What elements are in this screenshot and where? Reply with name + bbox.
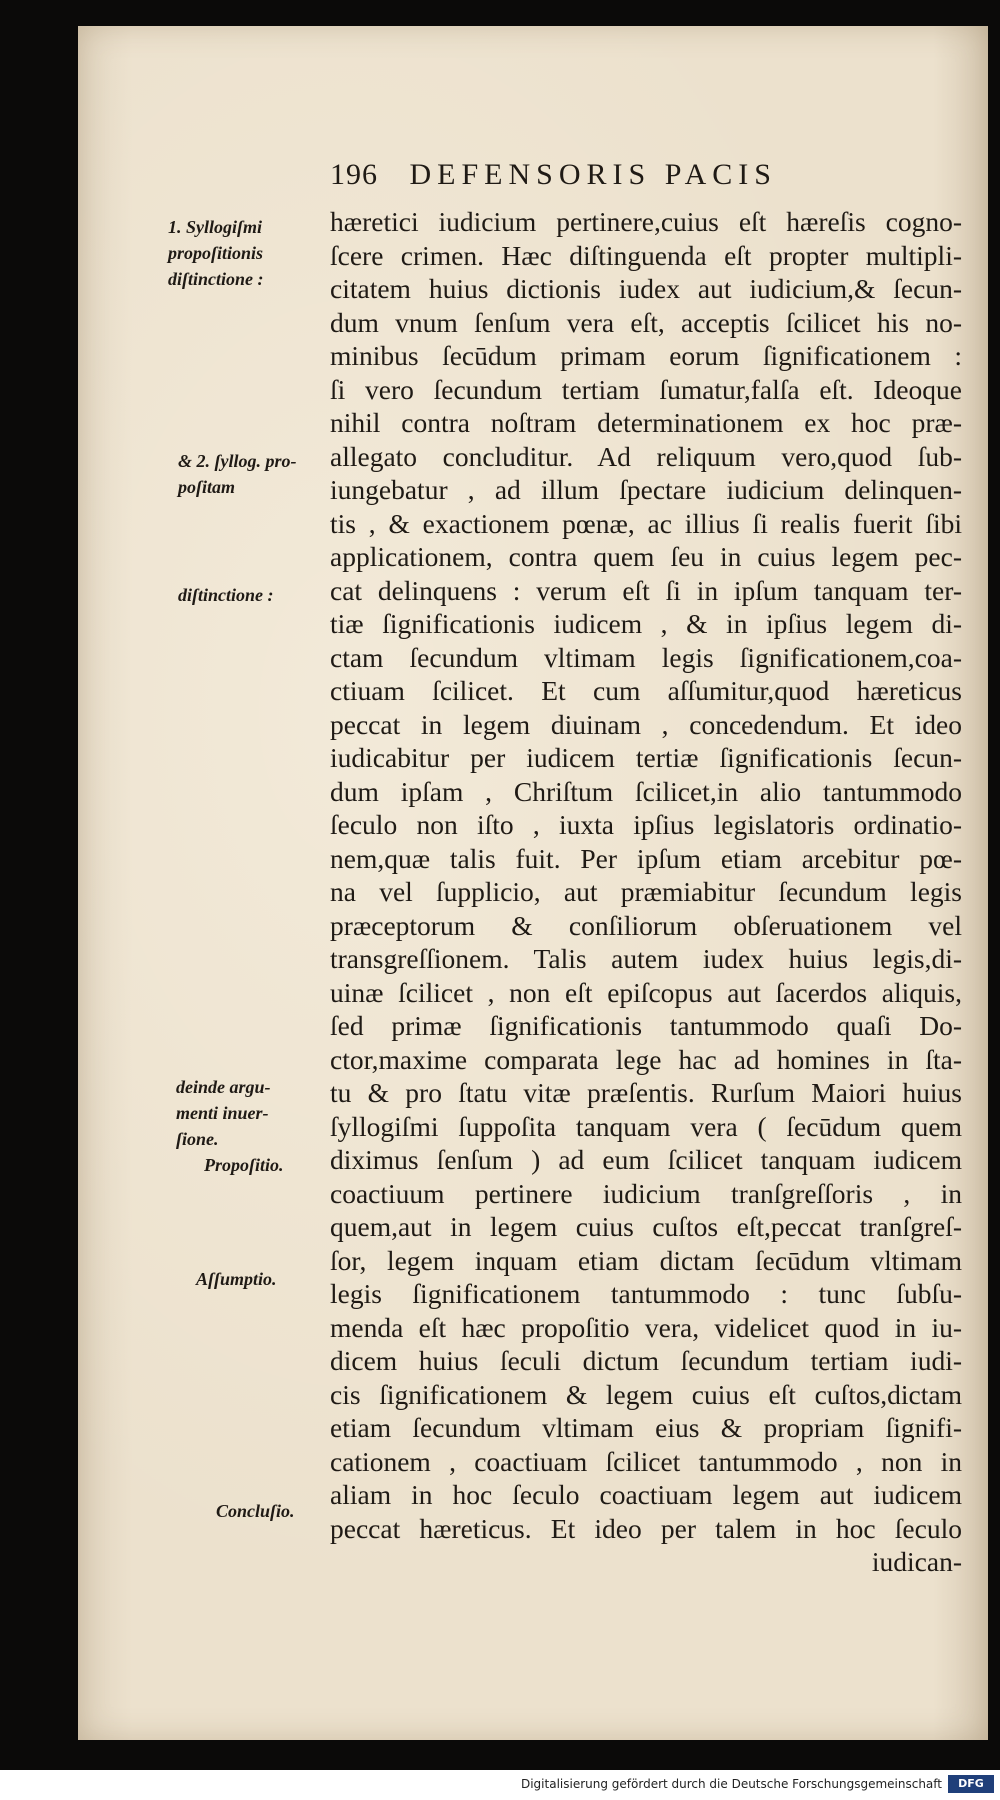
page-header (330, 158, 930, 198)
text-line: menda eſt hæc propoſitio vera, videlicet quod in iu- (330, 1311, 962, 1343)
text-line: aliam in hoc ſeculo coactiuam legem aut iudicem (330, 1479, 962, 1510)
text-line: peccat hæreticus. Et ideo per talem in hoc ſeculo (330, 1512, 962, 1544)
text-line: ſcere crimen. Hæc diſtinguenda eſt propter multipli- (330, 239, 962, 271)
marginal-note: 1. Syllogiſmi (168, 217, 262, 237)
text-line: peccat in legem diuinam , concedendum. Et ideo (330, 708, 962, 740)
text-line: ſeculo non iſto , iuxta ipſius legislatoris ordinatio- (330, 809, 962, 840)
text-line: transgreſſionem. Talis autem iudex huius legis,di- (330, 943, 962, 974)
marginal-note: deinde argu- (176, 1077, 271, 1097)
catchword: iudican- (871, 1546, 962, 1577)
text-line: iudicabitur per iudicem tertiæ ſignificationis ſecun- (330, 742, 962, 773)
marginal-note: ſione. (176, 1129, 219, 1149)
marginal-note: Aſſumptio. (196, 1269, 277, 1289)
text-line: tu & pro ſtatu vitæ præſentis. Rurſum Maiori huius (330, 1077, 962, 1108)
main-text (330, 205, 962, 1579)
text-line: applicationem, contra quem ſeu in cuius legem pec- (330, 541, 962, 572)
text-line: ſi vero ſecundum tertiam ſumatur,falſa eſt. Ideoque (330, 373, 962, 405)
page-number: 196 (330, 158, 378, 191)
marginal-note: poſitam (178, 477, 235, 497)
marginal-note: Propoſitio. (204, 1155, 284, 1175)
text-line: uinæ ſcilicet , non eſt epiſcopus aut ſacerdos aliquis, (330, 976, 962, 1008)
text-line: cat delinquens : verum eſt ſi in ipſum tanquam ter- (330, 574, 962, 606)
text-line: hæretici iudicium pertinere,cuius eſt hæreſis cogno- (330, 206, 962, 237)
text-line: etiam ſecundum vltimam eius & propriam ſignifi- (330, 1412, 962, 1443)
text-line: ſed primæ ſignificationis tantummodo quaſi Do- (330, 1010, 962, 1041)
footer-bar (0, 1770, 1000, 1800)
text-line: ctor,maxime comparata lege hac ad homines in ſta- (330, 1043, 962, 1075)
text-line: na vel ſupplicio, aut præmiabitur ſecundum legis (330, 876, 962, 907)
text-line: diximus ſenſum ) ad eum ſcilicet tanquam iudicem (330, 1144, 962, 1175)
text-line: ſyllogiſmi ſuppoſita tanquam vera ( ſecūdum quem (330, 1110, 962, 1142)
text-line: ſor, legem inquam etiam dictam ſecūdum vltimam (330, 1244, 962, 1276)
marginal-note: diſtinctione : (168, 269, 264, 289)
text-line: coactiuum pertinere iudicium tranſgreſſoris , in (330, 1177, 962, 1209)
dfg-logo: DFG (948, 1775, 994, 1793)
text-line: ctam ſecundum vltimam legis ſignificationem,coa- (330, 641, 962, 673)
text-line: ctiuam ſcilicet. Et cum aſſumitur,quod hæreticus (330, 675, 962, 706)
marginal-note: menti inuer- (176, 1103, 269, 1123)
text-line: dum vnum ſenſum vera eſt, acceptis ſcilicet his no- (330, 306, 962, 338)
running-title: DEFENSORIS PACIS (409, 158, 777, 191)
text-line: cis ſignificationem & legem cuius eſt cuſtos,dictam (330, 1378, 962, 1410)
text-line: iungebatur , ad illum ſpectare iudicium delinquen- (330, 474, 962, 505)
text-line: præceptorum & conſiliorum obſeruationem vel (330, 909, 962, 941)
text-line: tis , & exactionem pœnæ, ac illius ſi realis fuerit ſibi (330, 507, 962, 539)
marginal-note: propoſitionis (168, 243, 264, 263)
footer-credit: Digitalisierung gefördert durch die Deutsche Forschungsgemeinschaft (520, 1777, 942, 1791)
text-line: nem,quæ talis fuit. Per ipſum etiam arcebitur pœ- (330, 842, 962, 874)
text-line: minibus ſecūdum primam eorum ſignificationem : (330, 340, 962, 371)
marginal-note: & 2. ſyllog. pro- (178, 451, 297, 471)
text-line: quem,aut in legem cuius cuſtos eſt,peccat tranſgreſ- (330, 1211, 962, 1242)
text-line: cationem , coactiuam ſcilicet tantummodo , non in (330, 1445, 962, 1477)
text-line: legis ſignificationem tantummodo : tunc ſubſu- (330, 1278, 962, 1309)
marginal-note: diſtinctione : (178, 585, 274, 605)
text-line: nihil contra noſtram determinationem ex hoc præ- (330, 407, 962, 438)
text-line: dum ipſam , Chriſtum ſcilicet,in alio tantummodo (330, 775, 962, 807)
marginal-note: Concluſio. (216, 1501, 295, 1521)
text-line: dicem huius ſeculi dictum ſecundum tertiam iudi- (330, 1345, 962, 1376)
text-line: tiæ ſignificationis iudicem , & in ipſius legem di- (330, 608, 962, 639)
text-line: citatem huius dictionis iudex aut iudicium,& ſecun- (330, 273, 962, 304)
text-line: allegato concluditur. Ad reliquum vero,quod ſub- (330, 440, 962, 472)
